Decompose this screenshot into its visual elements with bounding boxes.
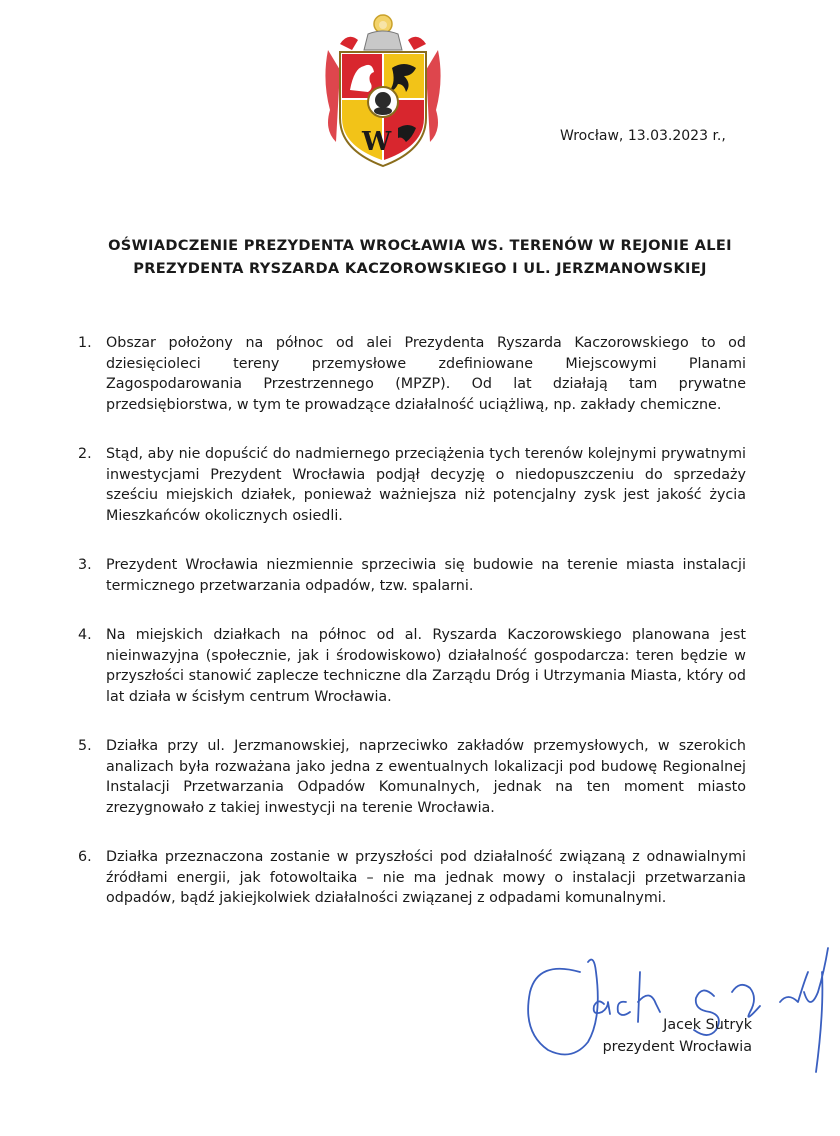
- item-number: 3.: [78, 557, 92, 573]
- item-number: 6.: [78, 849, 92, 865]
- list-item: [78, 555, 746, 596]
- item-number: 4.: [78, 627, 92, 643]
- document-date: Wrocław, 13.03.2023 r.,: [560, 128, 726, 144]
- item-number: 2.: [78, 446, 92, 462]
- signatory: [582, 1014, 752, 1058]
- item-number: 1.: [78, 335, 92, 351]
- item-text: Działka przeznaczona zostanie w przyszłości pod działalność związaną z odnawialnymi źródłami energii, jak fotowoltaika – nie ma jednak mowy o instalacji przetwarzania odpadów, bądź jakiejkolwiek działalności związanej z odpadami komunalnymi.: [106, 849, 746, 906]
- list-item: [78, 736, 746, 818]
- document-title: [40, 234, 800, 280]
- list-item: [78, 333, 746, 415]
- wroclaw-coat-of-arms-icon: [318, 10, 448, 170]
- signatory-role: prezydent Wrocławia: [602, 1039, 752, 1055]
- title-line-2: PREZYDENTA RYSZARDA KACZOROWSKIEGO I UL. JERZMANOWSKIEJ: [133, 260, 707, 277]
- item-text: Działka przy ul. Jerzmanowskiej, naprzeciwko zakładów przemysłowych, w szerokich analizach była rozważana jako jedna z ewentualnych lokalizacji pod budowę Regionalnej Instalacji Przetwarzania Odpadów Komunalnych, jednak na ten moment miasto zrezygnowało z takiej inwestycji na terenie Wrocławia.: [106, 738, 746, 816]
- item-text: Na miejskich działkach na północ od al. Ryszarda Kaczorowskiego planowana jest nieinwazyjna (społecznie, jak i środowiskowo) działalność gospodarcza: teren będzie w przyszłości stanowić zaplecze techniczne dla Zarządu Dróg i Utrzymania Miasta, który od lat działa w ścisłym centrum Wrocławia.: [106, 627, 746, 705]
- list-item: [78, 847, 746, 909]
- handwritten-signature-icon: [518, 932, 836, 1082]
- signatory-name: Jacek Sutryk: [663, 1017, 752, 1033]
- statement-points: [78, 333, 746, 909]
- item-text: Prezydent Wrocławia niezmiennie sprzeciwia się budowie na terenie miasta instalacji termicznego przetwarzania odpadów, tzw. spalarni.: [106, 557, 746, 594]
- svg-text:W: W: [362, 127, 392, 157]
- title-line-1: OŚWIADCZENIE PREZYDENTA WROCŁAWIA WS. TERENÓW W REJONIE ALEI: [108, 237, 732, 254]
- item-number: 5.: [78, 738, 92, 754]
- list-item: [78, 444, 746, 526]
- item-text: Stąd, aby nie dopuścić do nadmiernego przeciążenia tych terenów kolejnymi prywatnymi inwestycjami Prezydent Wrocławia podjął decyzję o niedopuszczeniu do sprzedaży sześciu miejskich działek, ponieważ ważniejsza niż potencjalny zysk jest jakość życia Mieszkańców okolicznych osiedli.: [106, 446, 746, 524]
- list-item: [78, 625, 746, 707]
- item-text: Obszar położony na północ od alei Prezydenta Ryszarda Kaczorowskiego to od dziesięcioleci tereny przemysłowe zdefiniowane Miejscowymi Planami Zagospodarowania Przestrzennego (MPZP). Od lat działają tam prywatne przedsiębiorstwa, w tym te prowadzące działalność uciążliwą, np. zakłady chemiczne.: [106, 335, 746, 413]
